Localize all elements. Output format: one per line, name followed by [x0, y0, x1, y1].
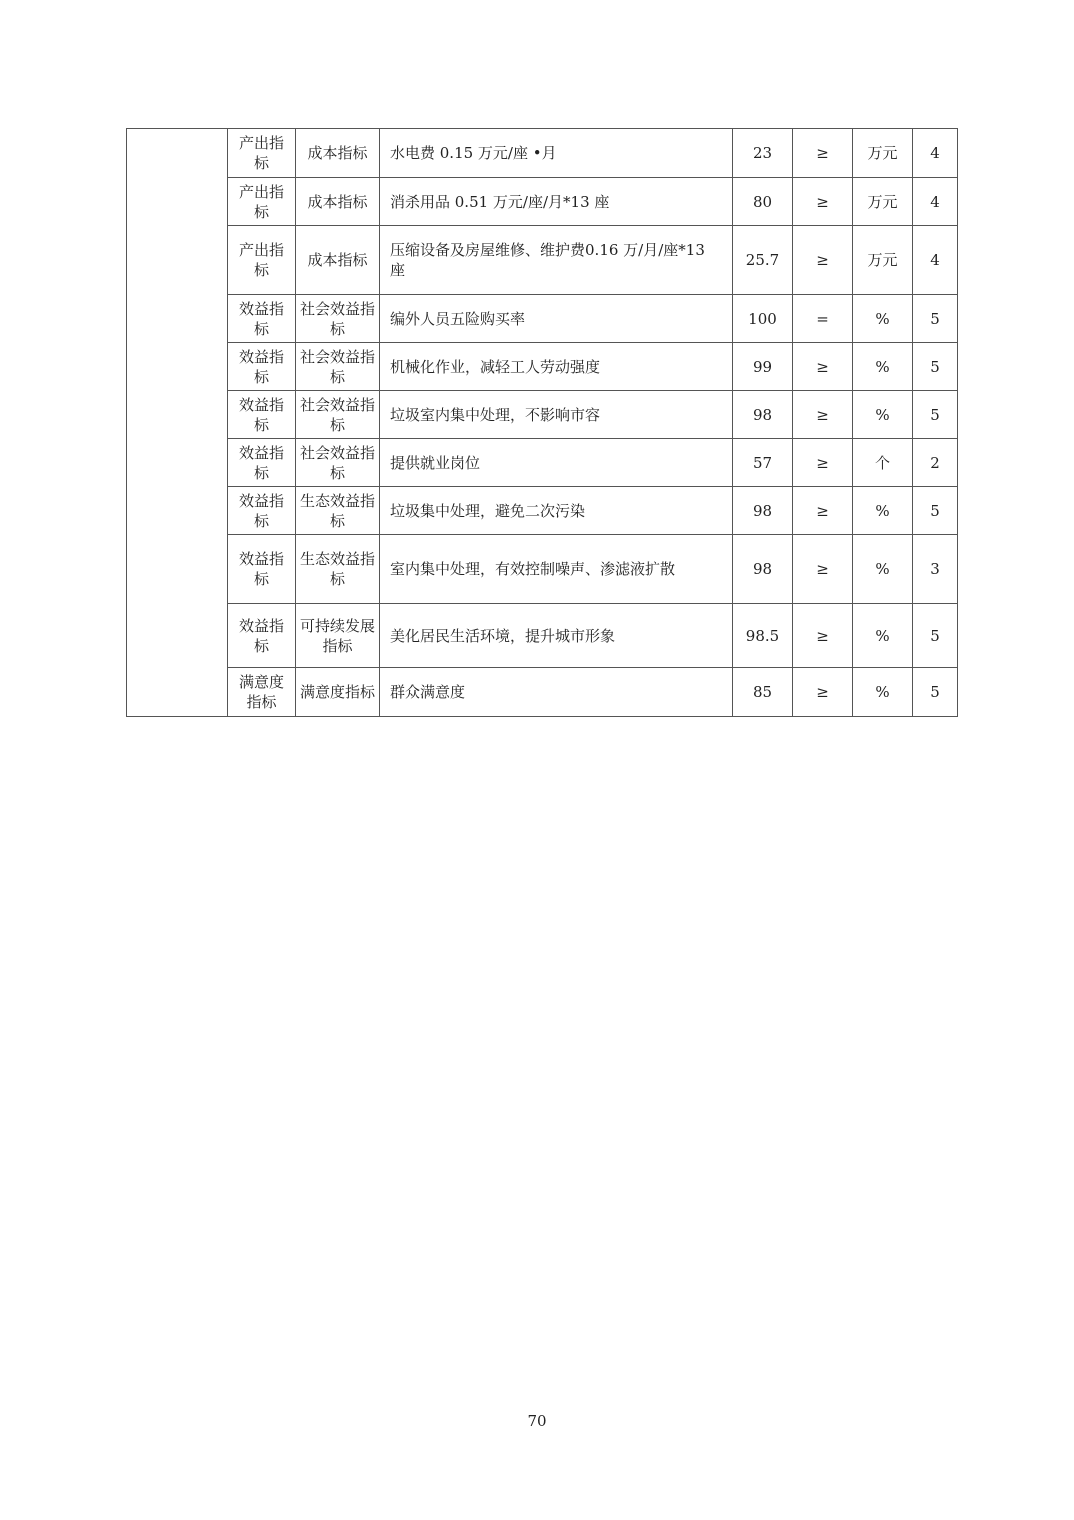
unit-cell: %	[853, 343, 913, 391]
score-cell: 4	[913, 178, 958, 226]
indicator-description-cell: 水电费 0.15 万元/座 •月	[380, 129, 733, 178]
level1-indicator-cell: 效益指标	[228, 295, 296, 343]
target-value-cell: 85	[733, 668, 793, 717]
unit-cell: 万元	[853, 226, 913, 295]
operator-cell: ≥	[793, 129, 853, 178]
indicator-description-cell: 提供就业岗位	[380, 439, 733, 487]
target-value-cell: 25.7	[733, 226, 793, 295]
indicator-description-cell: 编外人员五险购买率	[380, 295, 733, 343]
score-cell: 5	[913, 295, 958, 343]
unit-cell: %	[853, 295, 913, 343]
level2-indicator-cell: 社会效益指标	[296, 439, 380, 487]
level1-indicator-cell: 效益指标	[228, 391, 296, 439]
level1-indicator-cell: 效益指标	[228, 535, 296, 604]
table-row	[127, 178, 958, 226]
level2-indicator-cell: 社会效益指标	[296, 391, 380, 439]
table-row	[127, 343, 958, 391]
unit-cell: %	[853, 535, 913, 604]
level1-indicator-cell: 效益指标	[228, 487, 296, 535]
indicator-description-cell: 垃圾室内集中处理，不影响市容	[380, 391, 733, 439]
target-value-cell: 80	[733, 178, 793, 226]
target-value-cell: 98	[733, 487, 793, 535]
page-number: 70	[527, 1412, 547, 1430]
unit-cell: %	[853, 487, 913, 535]
score-cell: 2	[913, 439, 958, 487]
score-cell: 3	[913, 535, 958, 604]
level2-indicator-cell: 社会效益指标	[296, 295, 380, 343]
target-value-cell: 99	[733, 343, 793, 391]
target-value-cell: 98.5	[733, 604, 793, 668]
level2-indicator-cell: 满意度指标	[296, 668, 380, 717]
unit-cell: 万元	[853, 129, 913, 178]
target-value-cell: 98	[733, 535, 793, 604]
level1-indicator-cell: 效益指标	[228, 343, 296, 391]
indicator-description-cell: 美化居民生活环境，提升城市形象	[380, 604, 733, 668]
level2-indicator-cell: 生态效益指标	[296, 487, 380, 535]
unit-cell: 个	[853, 439, 913, 487]
unit-cell: %	[853, 391, 913, 439]
indicator-description-cell: 消杀用品 0.51 万元/座/月*13 座	[380, 178, 733, 226]
operator-cell: ≥	[793, 604, 853, 668]
level2-indicator-cell: 可持续发展指标	[296, 604, 380, 668]
score-cell: 5	[913, 391, 958, 439]
table-row	[127, 668, 958, 717]
operator-cell: ≥	[793, 439, 853, 487]
level2-indicator-cell: 社会效益指标	[296, 343, 380, 391]
unit-cell: 万元	[853, 178, 913, 226]
table-body	[127, 129, 958, 717]
score-cell: 5	[913, 343, 958, 391]
indicator-description-cell: 压缩设备及房屋维修、维护费0.16 万/月/座*13 座	[380, 226, 733, 295]
score-cell: 5	[913, 604, 958, 668]
target-value-cell: 98	[733, 391, 793, 439]
table-row	[127, 439, 958, 487]
operator-cell: ≥	[793, 535, 853, 604]
indicator-description-cell: 机械化作业，减轻工人劳动强度	[380, 343, 733, 391]
table-row	[127, 295, 958, 343]
level2-indicator-cell: 成本指标	[296, 226, 380, 295]
operator-cell: ≥	[793, 487, 853, 535]
target-value-cell: 23	[733, 129, 793, 178]
indicator-description-cell: 室内集中处理，有效控制噪声、渗滤液扩散	[380, 535, 733, 604]
table-row	[127, 129, 958, 178]
indicator-description-cell: 群众满意度	[380, 668, 733, 717]
unit-cell: %	[853, 604, 913, 668]
target-value-cell: 100	[733, 295, 793, 343]
table-row	[127, 535, 958, 604]
table-row	[127, 391, 958, 439]
operator-cell: ≥	[793, 391, 853, 439]
target-value-cell: 57	[733, 439, 793, 487]
table-row	[127, 604, 958, 668]
operator-cell: =	[793, 295, 853, 343]
table-row	[127, 226, 958, 295]
operator-cell: ≥	[793, 178, 853, 226]
level1-indicator-cell: 效益指标	[228, 604, 296, 668]
operator-cell: ≥	[793, 343, 853, 391]
level2-indicator-cell: 成本指标	[296, 129, 380, 178]
operator-cell: ≥	[793, 226, 853, 295]
level1-indicator-cell: 产出指标	[228, 178, 296, 226]
level1-indicator-cell: 效益指标	[228, 439, 296, 487]
level1-indicator-cell: 产出指标	[228, 129, 296, 178]
level1-indicator-cell: 产出指标	[228, 226, 296, 295]
score-cell: 5	[913, 487, 958, 535]
level2-indicator-cell: 生态效益指标	[296, 535, 380, 604]
score-cell: 4	[913, 226, 958, 295]
performance-indicator-table	[126, 128, 958, 717]
blank-merged-cell	[127, 129, 228, 717]
operator-cell: ≥	[793, 668, 853, 717]
level2-indicator-cell: 成本指标	[296, 178, 380, 226]
unit-cell: %	[853, 668, 913, 717]
score-cell: 4	[913, 129, 958, 178]
table-row	[127, 487, 958, 535]
level1-indicator-cell: 满意度指标	[228, 668, 296, 717]
score-cell: 5	[913, 668, 958, 717]
indicator-description-cell: 垃圾集中处理，避免二次污染	[380, 487, 733, 535]
